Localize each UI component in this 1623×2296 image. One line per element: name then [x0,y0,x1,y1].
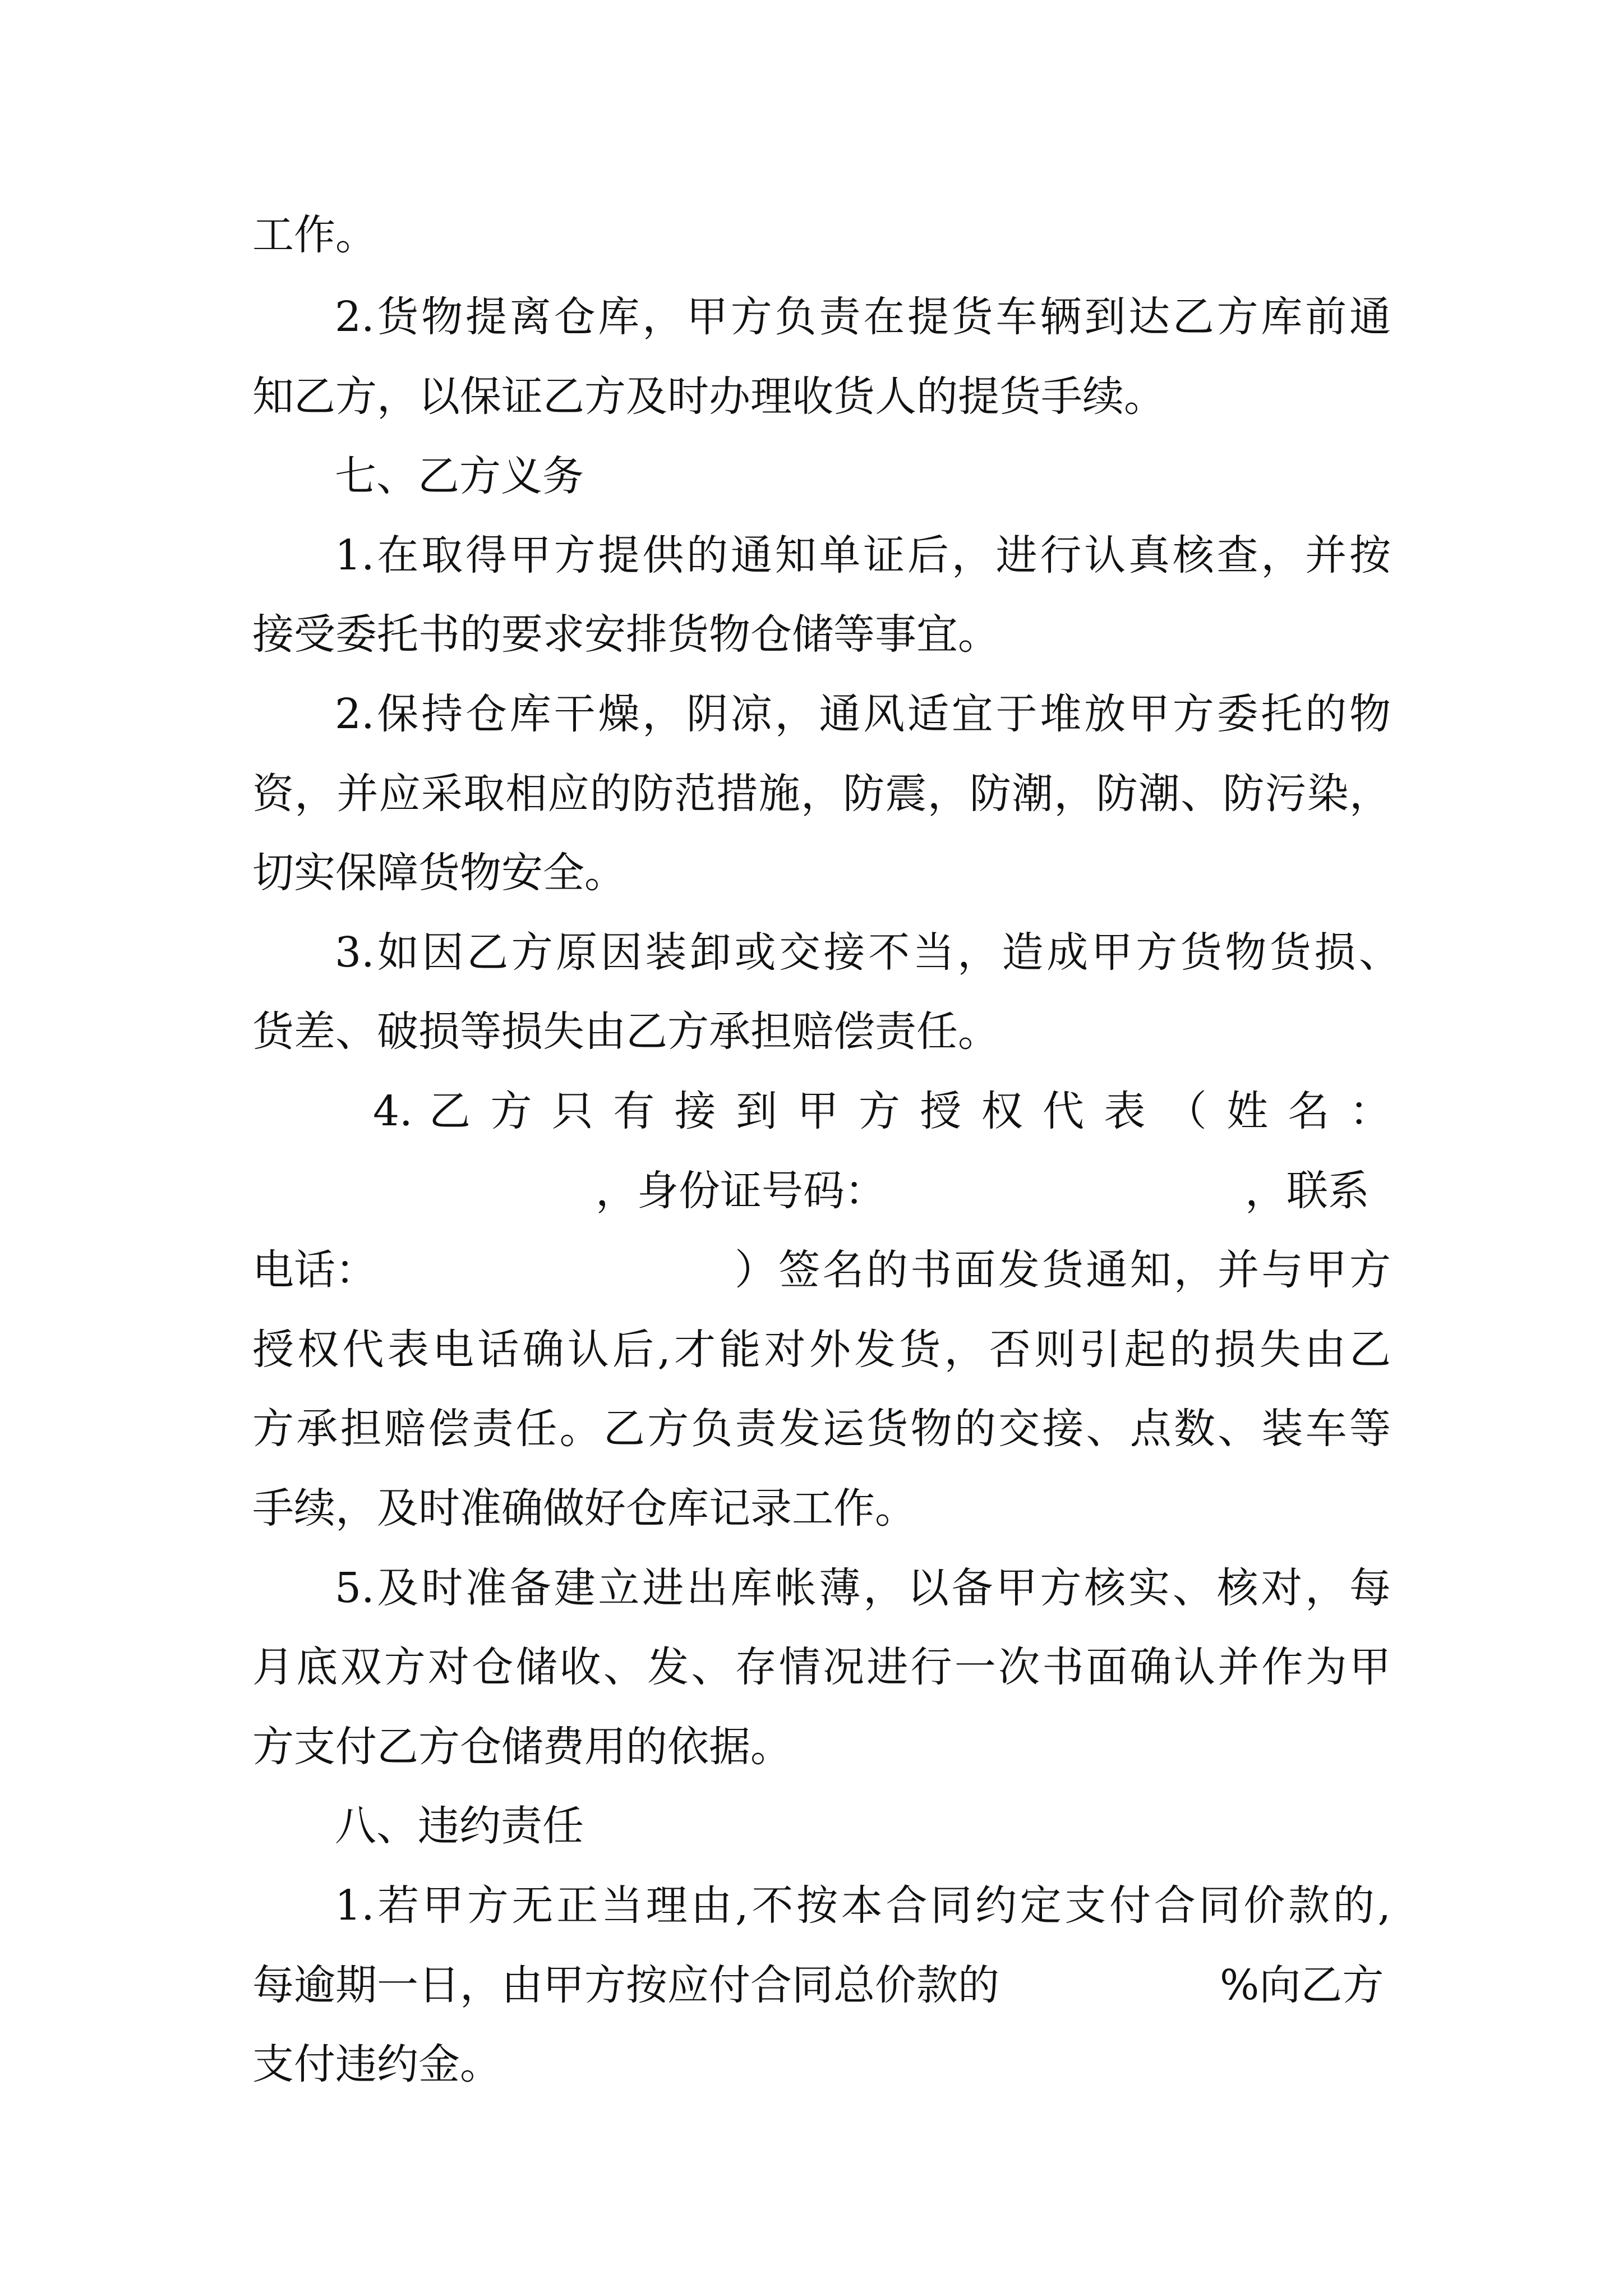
text-line-22: 1.若甲方无正当理由,不按本合同约定支付合同价款的, [335,1881,1391,1930]
text-line-18: 5.及时准备建立进出库帐薄，以备甲方核实、核对，每 [335,1564,1391,1612]
text-line-24: 支付违约金。 [252,2040,501,2088]
text-line-8: 资，并应采取相应的防范措施，防震，防潮，防潮、防污染， [252,770,1391,818]
text-line-9: 切实保障货物安全。 [252,849,626,897]
text-line-10: 3.如因乙方原因装卸或交接不当，造成甲方货物货损、 [335,928,1400,977]
text-line-14-rest: ）签名的书面发货通知，并与甲方 [735,1246,1391,1294]
text-line-5: 1.在取得甲方提供的通知单证后，进行认真核查，并按 [335,531,1391,579]
text-line-15: 授权代表电话确认后,才能对外发货，否则引起的损失由乙 [252,1326,1391,1374]
text-line-2: 2.货物提离仓库，甲方负责在提货车辆到达乙方库前通 [335,293,1391,341]
text-line-1: 工作。 [252,211,377,259]
text-line-23-end: %向乙方 [1220,1961,1384,2009]
text-line-7: 2.保持仓库干燥，阴凉，通风适宜于堆放甲方委托的物 [335,690,1391,738]
text-line-13-id-label: ，身份证号码： [596,1167,886,1215]
text-line-11: 货差、破损等损失由乙方承担赔偿责任。 [252,1007,999,1056]
section-heading-7: 七、乙方义务 [335,452,584,500]
text-line-17: 手续，及时准确做好仓库记录工作。 [252,1484,916,1533]
text-line-23-start: 每逾期一日，由甲方按应付合同总价款的 [252,1961,999,2009]
text-line-3: 知乙方，以保证乙方及时办理收货人的提货手续。 [252,372,1165,421]
text-line-20: 方支付乙方仓储费用的依据。 [252,1723,792,1771]
text-line-16: 方承担赔偿责任。乙方负责发运货物的交接、点数、装车等 [252,1405,1391,1453]
text-line-19: 月底双方对仓储收、发、存情况进行一次书面确认并作为甲 [252,1643,1391,1691]
text-line-6: 接受委托书的要求安排货物仓储等事宜。 [252,610,999,659]
text-line-13-contact-label: ，联系 [1245,1167,1370,1215]
text-line-14-phone-label: 电话： [252,1246,377,1294]
text-line-12: 4. 乙 方 只 有 接 到 甲 方 授 权 代 表 （ 姓 名 ： [373,1087,1391,1135]
section-heading-8: 八、违约责任 [335,1802,584,1850]
